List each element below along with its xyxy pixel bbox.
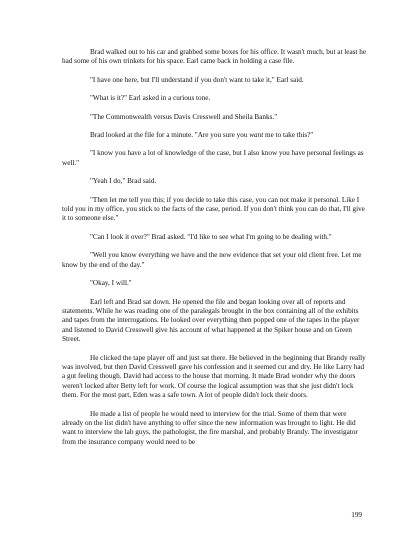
paragraph: "What is it?" Earl asked in a curious tone. — [90, 94, 211, 103]
paragraph: "I know you have a lot of knowledge of the case, but I also know you have personal feelings as well." — [62, 149, 364, 167]
paragraph: "The Commonwealth versus Davis Cresswell and Sheila Banks." — [90, 112, 278, 121]
paragraph: "Okay, I will." — [90, 279, 132, 288]
paragraph-with-emphasis — [62, 131, 366, 140]
paragraph: Brad walked out to his car and grabbed some boxes for his office. It wasn't much, but at least he had some of his own trinkets for his space. Earl came back in holding a case file. — [62, 48, 367, 66]
paragraph: "Can I look it over?" Brad asked. "I'd like to see what I'm going to be dealing with." — [90, 232, 332, 241]
paragraph: He made a list of people he would need to interview for the trial. Some of them that were already on the list didn't have anything to offer since the new information was brought to light. He did want to interview the lab guys, the pathologist, the fire marshal, and probably Brandy. The investigator from the insurance company would need to be — [62, 409, 358, 446]
paragraph: Earl left and Brad sat down. He opened the file and began looking over all of reports and statements. While he was reading one of the paralegals brought in the box containing all of the exhibits and tapes from the interrogations. He looked over everything then popped one of the tapes in the player and listened to David Cresswell give his account of what happened at the Spiker house and on Green Street. — [62, 297, 360, 344]
paragraph: "Well you know everything we have and the new evidence that set your old client free. Let me know by the end of the day." — [62, 251, 362, 269]
paragraph: He clicked the tape player off and just sat there. He believed in the beginning that Brandy really was involved, but then David Cresswell gave his confession and it seemed cut and dry. He like Larry had a gut feeling though. David had access to the house that morning. It made Brad wonder why the doors weren't locked after Betty left for work. Of course the logical assumption was that she just didn't lock them. For the most part, Eden was a safe town. A lot of people didn't lock their doors. — [62, 353, 366, 400]
paragraph-text-after: me to take this?" — [263, 131, 314, 140]
paragraph: "I have one here, but I'll understand if you don't want to take it," Earl said. — [90, 75, 304, 84]
body-text — [62, 48, 366, 456]
paragraph-text-before: Brad looked at the file for a minute. "Are you sure you — [90, 131, 250, 140]
page-number: 199 — [351, 511, 362, 519]
paragraph: "Then let me tell you this; if you decide to take this case, you can not make it personal. Like I told you in my office, you stick to the facts of the case, period. If you don't think you can do that, I'll give it to someone else." — [62, 195, 365, 223]
paragraph: "Yeah I do," Brad said. — [90, 177, 157, 186]
emphasized-word: want — [249, 131, 264, 140]
